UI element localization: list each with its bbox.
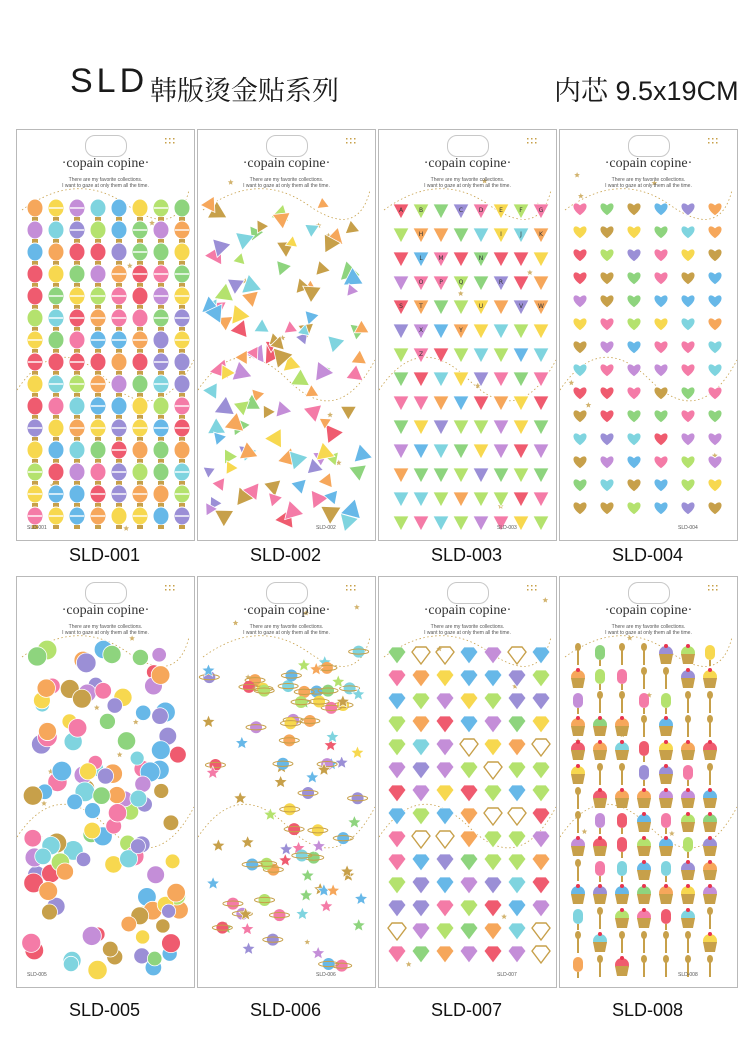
card-brand-line: ·copain copine· xyxy=(604,156,693,171)
svg-text:B: B xyxy=(418,207,424,214)
sticker-sheet-sld-003[interactable] xyxy=(378,129,557,541)
svg-text:Y: Y xyxy=(459,327,463,334)
sticker-artwork xyxy=(379,577,556,987)
card-tagline-1: There are my favorite collections. xyxy=(249,177,324,183)
svg-text:V: V xyxy=(518,303,524,310)
sheet-sku-label: SLD-001 xyxy=(27,525,47,531)
card-tagline-1: There are my favorite collections. xyxy=(611,624,686,630)
svg-text:R: R xyxy=(498,279,504,286)
sticker-artwork xyxy=(17,130,194,540)
card-brand-line: ·copain copine· xyxy=(61,603,150,618)
svg-text:P: P xyxy=(439,279,443,286)
hang-hole xyxy=(628,582,670,604)
product-code-caption: SLD-007 xyxy=(430,1000,503,1020)
sheet-sku-label: SLD-007 xyxy=(497,972,517,978)
svg-text:L: L xyxy=(419,255,423,262)
svg-text:T: T xyxy=(419,303,423,310)
sticker-sheet-sld-002[interactable] xyxy=(197,129,376,541)
sticker-artwork xyxy=(560,130,737,540)
sheet-sku-label: SLD-002 xyxy=(316,525,336,531)
size-spec: 内芯 9.5x19CM xyxy=(554,76,739,106)
hang-hole xyxy=(628,135,670,157)
sticker-sheet-sld-006[interactable] xyxy=(197,576,376,988)
svg-text:Z: Z xyxy=(418,351,424,358)
svg-text:M: M xyxy=(438,255,444,262)
card-tagline-1: There are my favorite collections. xyxy=(249,624,324,630)
svg-text:X: X xyxy=(418,327,424,334)
svg-text:C: C xyxy=(458,207,464,214)
svg-text:A: A xyxy=(398,207,404,214)
card-brand-line: ·copain copine· xyxy=(423,603,512,618)
sticker-artwork xyxy=(198,130,375,540)
card-tagline-2: I want to gaze at only them all the time. xyxy=(243,183,330,189)
hang-hole xyxy=(447,582,489,604)
svg-text:H: H xyxy=(418,231,424,238)
product-code-caption: SLD-002 xyxy=(249,545,322,565)
svg-text:I: I xyxy=(500,231,502,238)
card-tagline-2: I want to gaze at only them all the time. xyxy=(62,183,149,189)
sticker-artwork xyxy=(198,577,375,987)
sticker-sheet-sld-004[interactable] xyxy=(559,129,738,541)
sticker-sheet-sld-008[interactable] xyxy=(559,576,738,988)
series-title: 韩版烫金贴系列 xyxy=(150,76,339,106)
svg-text:D: D xyxy=(478,207,484,214)
product-code-caption: SLD-004 xyxy=(611,545,684,565)
svg-text:N: N xyxy=(478,255,484,262)
svg-text:J: J xyxy=(520,231,522,238)
sticker-artwork xyxy=(560,577,737,987)
svg-text:F: F xyxy=(519,207,523,214)
card-tagline-1: There are my favorite collections. xyxy=(430,177,505,183)
hang-hole xyxy=(85,135,127,157)
card-tagline-1: There are my favorite collections. xyxy=(430,624,505,630)
hang-hole xyxy=(266,582,308,604)
product-code-caption: SLD-003 xyxy=(430,545,503,565)
svg-text:W: W xyxy=(538,303,544,310)
svg-text:U: U xyxy=(478,303,484,310)
card-tagline-1: There are my favorite collections. xyxy=(68,177,143,183)
product-code-caption: SLD-006 xyxy=(249,1000,322,1020)
sticker-sheet-sld-001[interactable] xyxy=(16,129,195,541)
svg-text:K: K xyxy=(539,231,543,238)
card-tagline-1: There are my favorite collections. xyxy=(611,177,686,183)
card-brand-line: ·copain copine· xyxy=(423,156,512,171)
card-tagline-2: I want to gaze at only them all the time. xyxy=(605,183,692,189)
card-tagline-2: I want to gaze at only them all the time. xyxy=(62,630,149,636)
svg-text:O: O xyxy=(418,279,424,286)
product-code-caption: SLD-001 xyxy=(68,545,141,565)
product-code-caption: SLD-008 xyxy=(611,1000,684,1020)
sheet-sku-label: SLD-003 xyxy=(497,525,517,531)
svg-text:Q: Q xyxy=(458,279,464,286)
hang-hole xyxy=(85,582,127,604)
card-tagline-2: I want to gaze at only them all the time. xyxy=(424,630,511,636)
product-code-caption: SLD-005 xyxy=(68,1000,141,1020)
hang-hole xyxy=(447,135,489,157)
hang-hole xyxy=(266,135,308,157)
sticker-sheet-sld-007[interactable] xyxy=(378,576,557,988)
svg-text:G: G xyxy=(538,207,544,214)
brand-name: SLD xyxy=(70,62,149,100)
sheet-sku-label: SLD-008 xyxy=(678,972,698,978)
svg-text:E: E xyxy=(499,207,503,214)
sticker-artwork xyxy=(17,577,194,987)
sheet-sku-label: SLD-005 xyxy=(27,972,47,978)
sheet-sku-label: SLD-004 xyxy=(678,525,698,531)
card-tagline-2: I want to gaze at only them all the time. xyxy=(424,183,511,189)
sheet-sku-label: SLD-006 xyxy=(316,972,336,978)
sticker-artwork xyxy=(379,130,556,540)
card-tagline-1: There are my favorite collections. xyxy=(68,624,143,630)
page-header xyxy=(0,0,750,120)
card-brand-line: ·copain copine· xyxy=(242,156,331,171)
card-brand-line: ·copain copine· xyxy=(61,156,150,171)
card-brand-line: ·copain copine· xyxy=(604,603,693,618)
svg-text:S: S xyxy=(399,303,403,310)
card-tagline-2: I want to gaze at only them all the time. xyxy=(605,630,692,636)
sticker-sheet-sld-005[interactable] xyxy=(16,576,195,988)
card-tagline-2: I want to gaze at only them all the time. xyxy=(243,630,330,636)
card-brand-line: ·copain copine· xyxy=(242,603,331,618)
